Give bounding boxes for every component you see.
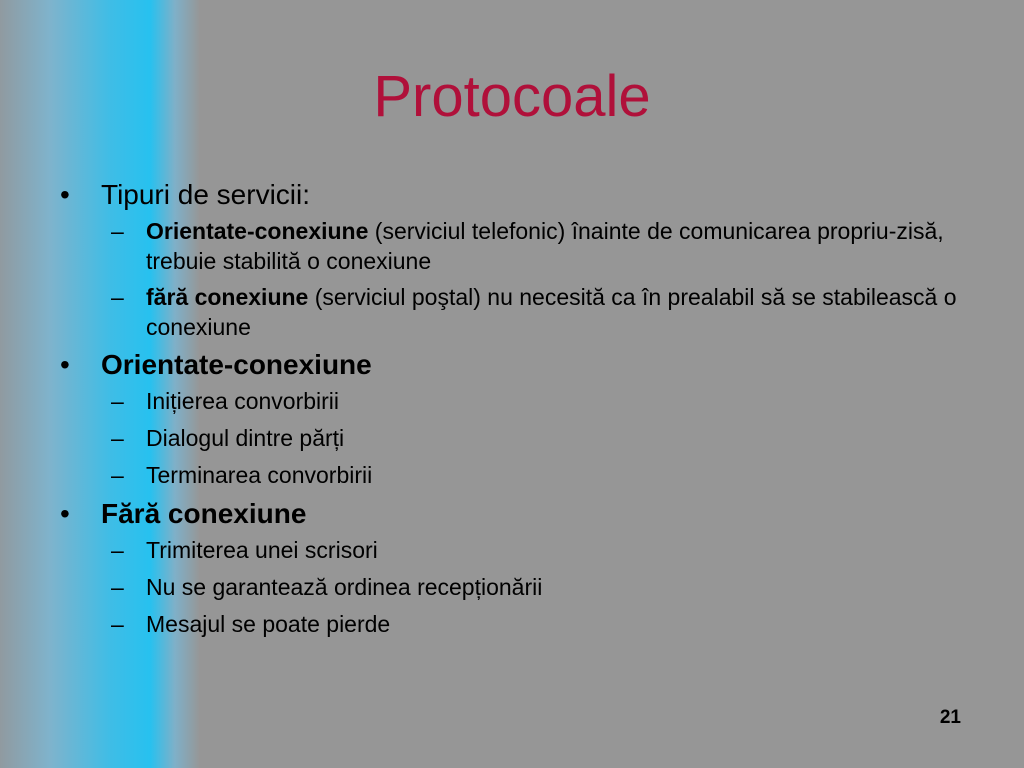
- slide-body: [58, 178, 958, 646]
- dash-icon: –: [111, 218, 124, 244]
- bullet-text: Fără conexiune: [101, 498, 307, 529]
- bullet-connection-oriented: [58, 348, 958, 490]
- dash-icon: –: [111, 574, 124, 600]
- sub-list: [101, 386, 958, 490]
- sub-item: [101, 216, 958, 276]
- sub-item-text: (serviciul poştal) nu necesită ca în prealabil să se stabilească o conexiune: [146, 284, 957, 340]
- bullet-text: Orientate-conexiune: [101, 349, 372, 380]
- sub-item: [101, 460, 958, 490]
- sub-item-text: Mesajul se poate pierde: [146, 611, 391, 637]
- dash-icon: –: [111, 284, 124, 310]
- bullet-icon: •: [60, 349, 70, 380]
- dash-icon: –: [111, 537, 124, 563]
- slide-number: 21: [939, 707, 961, 728]
- sub-item-text: Trimiterea unei scrisori: [146, 537, 378, 563]
- slide-title: Protocoale: [373, 64, 651, 129]
- sub-item-text: Nu se garantează ordinea recepționării: [146, 574, 543, 600]
- sub-item-text: Inițierea convorbirii: [146, 388, 340, 414]
- sub-item-text: (serviciul telefonic) înainte de comunicarea propriu-zisă, trebuie stabilită o conexiune: [146, 218, 944, 274]
- bullet-list: [58, 178, 958, 639]
- sub-item: [101, 535, 958, 565]
- sub-item: [101, 423, 958, 453]
- sub-list: [101, 216, 958, 342]
- sub-item: [101, 572, 958, 602]
- dash-icon: –: [111, 425, 124, 451]
- sub-item: [101, 609, 958, 639]
- bullet-connectionless: [58, 497, 958, 639]
- dash-icon: –: [111, 611, 124, 637]
- bullet-icon: •: [60, 498, 70, 529]
- dash-icon: –: [111, 462, 124, 488]
- sub-item-bold: fără conexiune: [146, 284, 309, 310]
- sub-item-bold: Orientate-conexiune: [146, 218, 369, 244]
- sub-list: [101, 535, 958, 639]
- bullet-text: Tipuri de servicii:: [101, 179, 311, 210]
- bullet-service-types: [58, 178, 958, 342]
- sub-item: [101, 282, 958, 342]
- dash-icon: –: [111, 388, 124, 414]
- bullet-icon: •: [60, 179, 70, 210]
- sub-item: [101, 386, 958, 416]
- sub-item-text: Terminarea convorbirii: [146, 462, 373, 488]
- sub-item-text: Dialogul dintre părți: [146, 425, 345, 451]
